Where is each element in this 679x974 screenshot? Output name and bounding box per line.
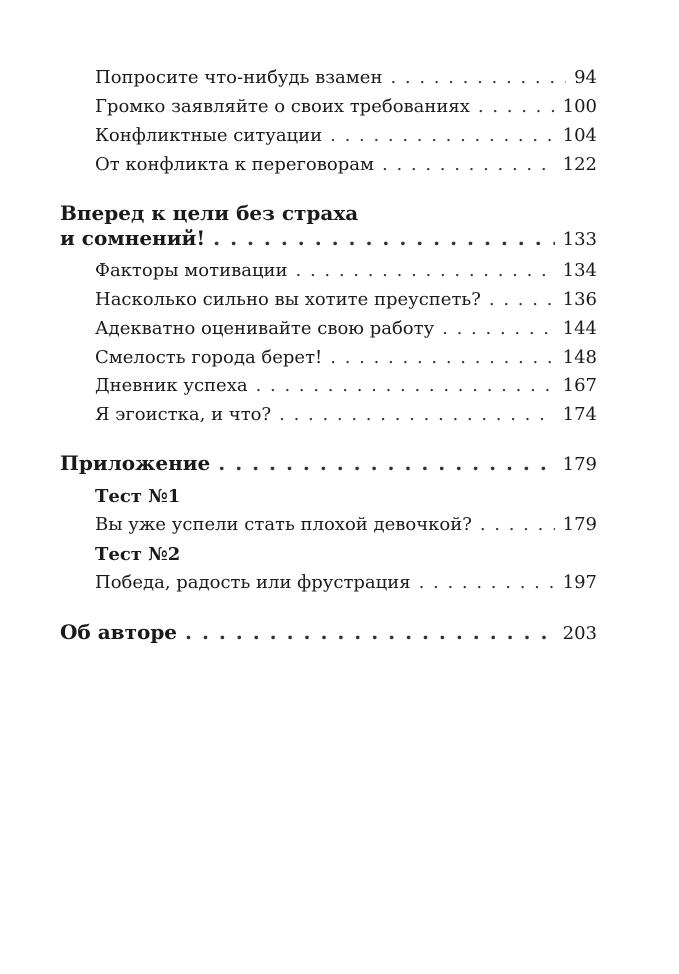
toc-entry-page: 122 — [562, 154, 597, 175]
toc-entry-page: 148 — [562, 347, 597, 368]
test-label: Тест №2 — [95, 544, 181, 565]
toc-entry — [95, 124, 597, 148]
dot-leader — [185, 620, 555, 644]
toc-chapter — [60, 620, 597, 646]
toc-entry-page: 136 — [562, 289, 597, 310]
dot-leader — [213, 226, 555, 250]
toc-chapter — [60, 451, 597, 477]
toc-entry — [95, 288, 597, 312]
toc-entry — [95, 66, 597, 90]
dot-leader — [279, 403, 555, 427]
toc-entry — [95, 259, 597, 283]
toc-entry-title: Дневник успеха — [95, 375, 248, 396]
dot-leader — [489, 288, 555, 312]
toc-entry-title: Адекватно оценивайте свою работу — [95, 318, 435, 339]
dot-leader — [382, 153, 555, 177]
toc-entry — [95, 153, 597, 177]
toc-entry-title: Попросите что-нибудь взамен — [95, 67, 383, 88]
toc-entry-page: 167 — [562, 375, 597, 396]
toc-entry-page: 134 — [562, 260, 597, 281]
dot-leader — [330, 346, 554, 370]
dot-leader — [442, 317, 554, 341]
toc-entry-title: Смелость города берет! — [95, 347, 323, 368]
toc-entry — [95, 571, 597, 595]
toc-entry-page: 197 — [562, 572, 597, 593]
dot-leader — [218, 451, 554, 475]
toc-chapter-title: Об авторе — [60, 620, 178, 644]
dot-leader — [330, 124, 555, 148]
toc-entry-title: Насколько сильно вы хотите преуспеть? — [95, 289, 481, 310]
toc-chapter-title: Приложение — [60, 451, 211, 475]
toc-entry-page: 104 — [562, 125, 597, 146]
toc-entry-page: 179 — [562, 514, 597, 535]
toc-entry-title: От конфликта к переговорам — [95, 154, 374, 175]
toc-entry-page: 94 — [574, 67, 597, 88]
toc-entry-page: 100 — [562, 96, 597, 117]
toc-entry — [95, 346, 597, 370]
dot-leader — [480, 513, 555, 537]
toc-chapter — [60, 226, 597, 252]
test-label: Тест №1 — [95, 486, 181, 507]
toc-chapter-page: 203 — [562, 623, 597, 644]
dot-leader — [390, 66, 566, 90]
toc-entry-page: 174 — [562, 404, 597, 425]
toc-chapter-page: 179 — [562, 454, 597, 475]
toc-entry — [95, 403, 597, 427]
toc-entry-title: Громко заявляйте о своих требованиях — [95, 96, 470, 117]
toc-chapter-page: 133 — [562, 229, 597, 250]
toc-entry-title: Победа, радость или фрустрация — [95, 572, 411, 593]
toc-entry-page: 144 — [562, 318, 597, 339]
toc-entry-title: Вы уже успели стать плохой девочкой? — [95, 514, 472, 535]
toc-entry — [95, 317, 597, 341]
dot-leader — [256, 374, 555, 398]
dot-leader — [478, 95, 555, 119]
dot-leader — [419, 571, 555, 595]
toc-entry — [95, 374, 597, 398]
toc-chapter-title-continued: и сомнений! — [60, 226, 206, 250]
toc-entry-title: Я эгоистка, и что? — [95, 404, 272, 425]
toc-entry-title: Конфликтные ситуации — [95, 125, 323, 146]
toc-chapter-title: Вперед к цели без страха — [60, 201, 359, 225]
dot-leader — [296, 259, 555, 283]
toc-entry-title: Факторы мотивации — [95, 260, 288, 281]
toc-entry — [95, 513, 597, 537]
toc-entry — [95, 95, 597, 119]
